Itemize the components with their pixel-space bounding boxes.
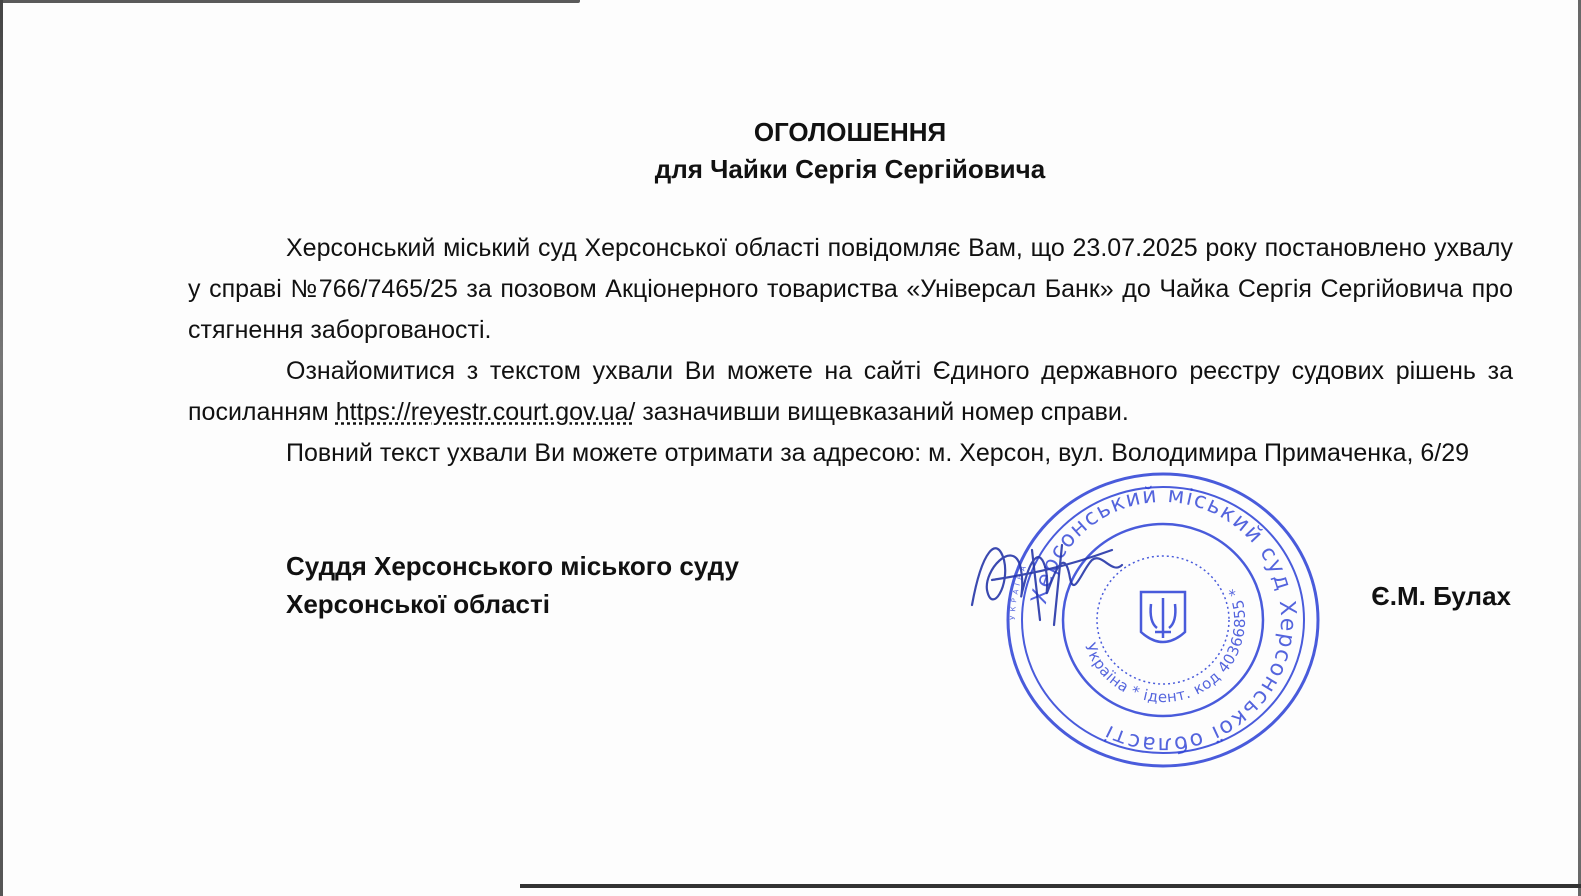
signature-position-line2: Херсонської області [286, 589, 550, 619]
stamp-inner-text: Україна * ідент. код 40366855 * [1081, 584, 1250, 707]
judge-name: Є.М. Булах [1371, 581, 1511, 611]
stamp-outer-text: Херсонський міський суд Херсонської області [1027, 482, 1301, 758]
paragraph-registry-text: Ознайомитися з текстом ухвали Ви можете на сайті Єдиного державного реєстру судових рішень за посиланням [188, 357, 1513, 426]
document-subtitle: для Чайки Сергія Сергійовича [654, 154, 1046, 184]
scan-edge-top [0, 0, 580, 3]
signature-position [286, 547, 739, 623]
document-title: ОГОЛОШЕННЯ [753, 117, 947, 147]
scan-edge-bottom [520, 884, 1581, 888]
paragraph-address: Повний текст ухвали Ви можете отримати за адресою: м. Херсон, вул. Володимира Примаченка, 6/29 [286, 439, 1470, 467]
paragraph-registry [188, 351, 1513, 433]
signature-position-line1: Суддя Херсонського міського суду [286, 551, 739, 581]
registry-link[interactable]: https://reyestr.court.gov.ua/ [335, 398, 636, 426]
document-body [188, 228, 1513, 474]
paragraph-notice: Херсонський міський суд Херсонської області повідомляє Вам, що 23.07.2025 року постановлено ухвалу у справі №766/7465/25 за позовом Акціонерного товариства «Універсал Банк» до Чайка Сергія Сергійовича про стягнення заборгованості. [188, 234, 1513, 344]
handwritten-signature [962, 530, 1132, 630]
stamp-border-text: УКРАЇНА [1008, 561, 1030, 621]
paragraph-registry-tail: зазначивши вищевказаний номер справи. [635, 398, 1129, 426]
trident-emblem-icon [1141, 592, 1185, 642]
